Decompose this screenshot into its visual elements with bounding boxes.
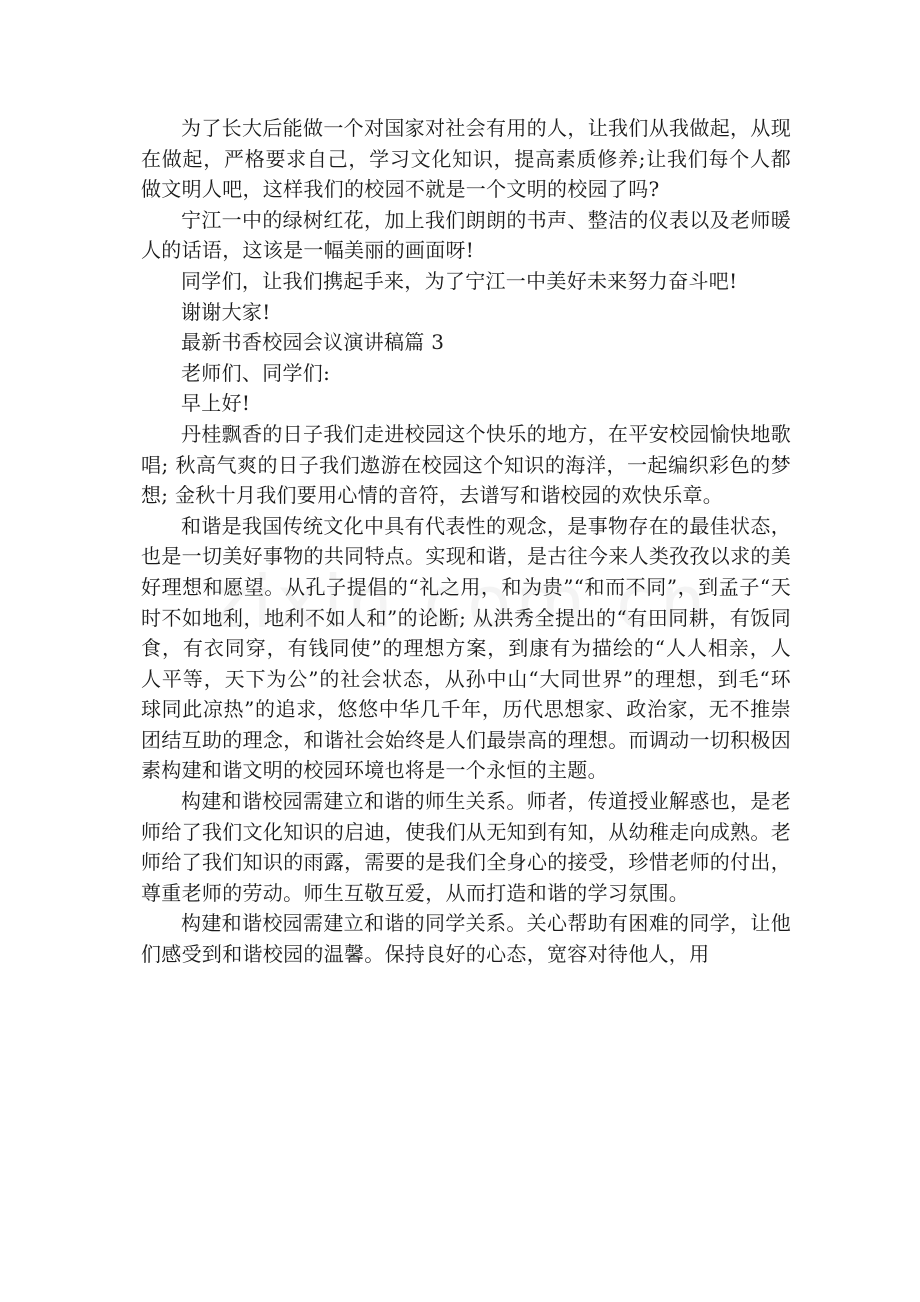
paragraph-teacher-student: 构建和谐校园需建立和谐的师生关系。师者，传道授业解惑也，是老师给了我们文化知识的启迪，使我们从无知到有知，从幼稚走向成熟。老师给了我们知识的雨露，需要的是我们全身心的接受，珍惜老师的付出，尊重老师的劳动。师生互敬互爱，从而打造和谐的学习氛围。 xyxy=(141,789,791,905)
paragraph-call-to-action: 同学们，让我们携起手来，为了宁江一中美好未来努力奋斗吧! xyxy=(181,268,738,293)
paragraph-civilized-campus: 为了长大后能做一个对国家对社会有用的人，让我们从我做起，从现在做起，严格要求自己，学习文化知识，提高素质修养;让我们每个人都做文明人吧，这样我们的校园不就是一个文明的校园了吗? xyxy=(141,116,791,202)
paragraph-autumn-campus: 丹桂飘香的日子我们走进校园这个快乐的地方，在平安校园愉快地歌唱; 秋高气爽的日子我们遨游在校园这个知识的海洋，一起编织彩色的梦想; 金秋十月我们要用心情的音符，去谱写和谐校园的欢快乐章。 xyxy=(141,421,791,508)
section-heading: 最新书香校园会议演讲稿篇 3 xyxy=(181,330,445,355)
paragraph-thanks: 谢谢大家! xyxy=(181,299,271,324)
paragraph-classmates: 构建和谐校园需建立和谐的同学关系。关心帮助有困难的同学，让他们感受到和谐校园的温馨。保持良好的心态，宽容对待他人，用 xyxy=(141,911,791,967)
paragraph-ningjiang-scenery: 宁江一中的绿树红花，加上我们朗朗的书声、整洁的仪表以及老师暖人的话语，这该是一幅美丽的画面呀! xyxy=(141,207,791,263)
paragraph-harmony-tradition: 和谐是我国传统文化中具有代表性的观念，是事物存在的最佳状态，也是一切美好事物的共同特点。实现和谐，是古往今来人类孜孜以求的美好理想和愿望。从孔子提倡的“礼之用，和为贵”“和而不同”，到孟子“天时不如地利，地利不如人和”的论断; 从洪秀全提出的“有田同耕，有饭同食，有衣同穿，有钱同使”的理想方案，到康有为描绘的“人人相亲，人人平等，天下为公”的社会状态，从孙中山“大同世界”的理想，到毛“环球同此凉热”的追求，悠悠中华几千年，历代思想家、政治家，无不推崇团结互助的理念，和谐社会始终是人们最崇高的理想。而调动一切积极因素构建和谐文明的校园环境也将是一个永恒的主题。 xyxy=(141,513,791,783)
document-body xyxy=(141,113,791,970)
greeting: 早上好! xyxy=(181,391,251,416)
salutation: 老师们、同学们: xyxy=(181,360,331,385)
